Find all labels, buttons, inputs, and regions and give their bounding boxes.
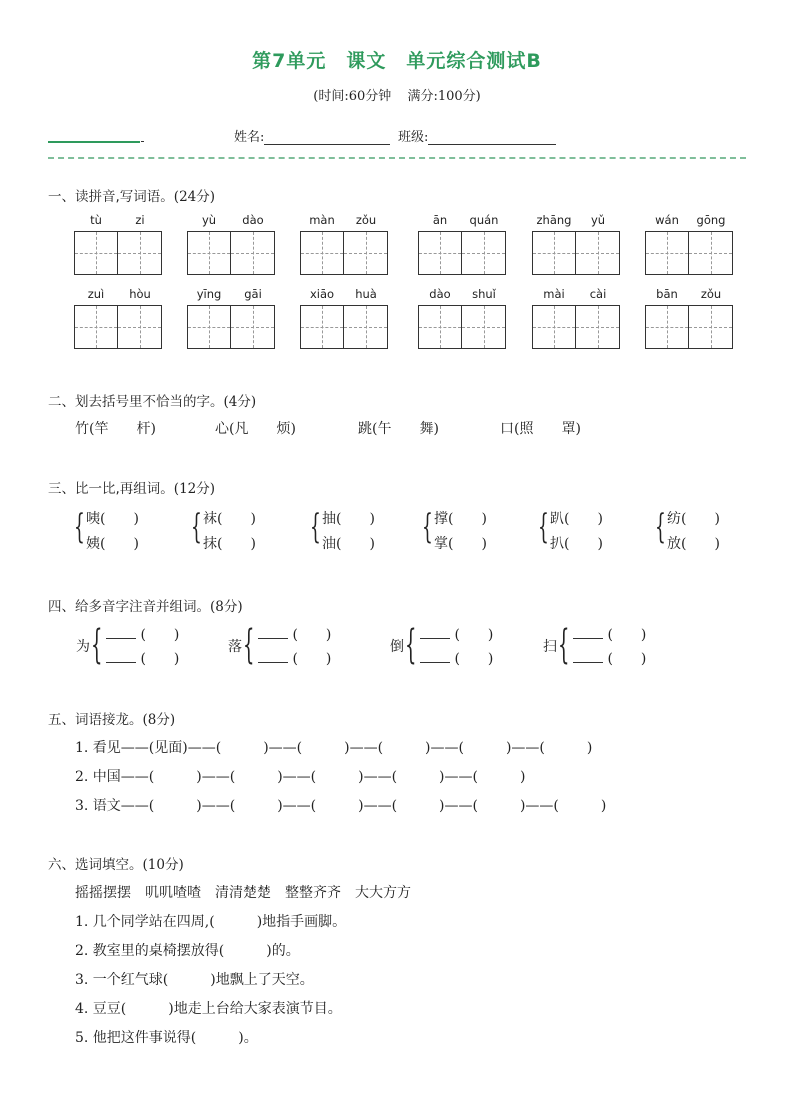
- pinyin-label: [74, 287, 162, 303]
- section-3-title: [48, 477, 215, 497]
- pinyin-word-6: [645, 213, 733, 275]
- pair-answer-slot[interactable]: [550, 533, 603, 553]
- writing-cell[interactable]: [645, 305, 689, 349]
- section-1-title: [48, 185, 215, 205]
- answer-paren: ( ): [603, 651, 647, 667]
- pair-char: 袜: [203, 511, 217, 527]
- s6-line-5[interactable]: 5. 他把这件事说得( )。: [75, 1030, 258, 1046]
- name-blank[interactable]: [264, 131, 390, 145]
- brace-glyph: {: [405, 622, 417, 668]
- s5-line-2[interactable]: 2. 中国——( )——( )——( )——( )——( ): [75, 769, 526, 785]
- pair-char: 掌: [434, 536, 448, 552]
- pinyin-blank[interactable]: [258, 627, 288, 639]
- polyphone-answer-row[interactable]: [258, 624, 331, 644]
- pinyin-label: [300, 213, 388, 229]
- pair-answer-slot[interactable]: [322, 533, 375, 553]
- writing-cell[interactable]: [231, 305, 275, 349]
- pair-answer-slot[interactable]: [322, 508, 375, 528]
- writing-cells: [74, 231, 162, 275]
- brace-glyph: {: [91, 622, 103, 668]
- writing-cell[interactable]: [462, 231, 506, 275]
- pair-char: 纺: [667, 511, 681, 527]
- class-blank[interactable]: [428, 131, 556, 145]
- pinyin-label: [187, 287, 275, 303]
- section-2-label: 二、划去括号里不恰当的字。: [48, 394, 224, 410]
- pinyin-syllable: wán: [655, 213, 679, 227]
- exam-meta: [0, 85, 794, 104]
- brace-glyph: {: [422, 507, 433, 547]
- s2-item-3[interactable]: 跳(午 舞): [358, 421, 439, 437]
- pinyin-syllable: gāi: [244, 287, 262, 301]
- section-5-label: 五、词语接龙。: [48, 712, 143, 728]
- section-1-points: (24分): [173, 189, 216, 205]
- writing-cells: [645, 305, 733, 349]
- pair-char: 扒: [550, 536, 564, 552]
- brace-glyph: {: [310, 507, 321, 547]
- pinyin-syllable: tù: [90, 213, 102, 227]
- pair-answer-slot[interactable]: [203, 508, 256, 528]
- pinyin-syllable: zǒu: [700, 287, 722, 301]
- answer-paren: ( ): [288, 651, 332, 667]
- polyphone-answer-row[interactable]: [106, 648, 179, 668]
- answer-paren: ( ): [288, 627, 332, 643]
- pair-answer-slot[interactable]: [550, 508, 603, 528]
- pinyin-syllable: mài: [543, 287, 565, 301]
- pair-answer-slot[interactable]: [434, 533, 487, 553]
- s6-line-1[interactable]: 1. 几个同学站在四周,( )地指手画脚。: [75, 914, 347, 930]
- page-title: 第7单元 课文 单元综合测试B: [252, 50, 542, 72]
- class-field: [398, 126, 556, 145]
- writing-cell[interactable]: [418, 305, 462, 349]
- pair-answer-slot[interactable]: [434, 508, 487, 528]
- writing-cell[interactable]: [689, 305, 733, 349]
- pinyin-syllable: zi: [135, 213, 145, 227]
- pinyin-label: [418, 287, 506, 303]
- writing-cells: [418, 231, 506, 275]
- pinyin-word-1: [74, 213, 162, 275]
- answer-paren: ( ): [217, 536, 256, 552]
- pair-char: 抽: [322, 511, 336, 527]
- pinyin-syllable: màn: [309, 213, 335, 227]
- pinyin-syllable: dào: [429, 287, 451, 301]
- s5-line-3[interactable]: 3. 语文——( )——( )——( )——( )——( )——( ): [75, 798, 607, 814]
- writing-cell[interactable]: [300, 231, 344, 275]
- section-2-title: [48, 390, 256, 410]
- writing-cell[interactable]: [344, 305, 388, 349]
- pinyin-word-10: [418, 287, 506, 349]
- brace-glyph: {: [558, 622, 570, 668]
- brace-glyph: {: [538, 507, 549, 547]
- writing-cell[interactable]: [187, 305, 231, 349]
- pair-answer-slot[interactable]: [203, 533, 256, 553]
- polyphone-answer-row[interactable]: [106, 624, 179, 644]
- writing-cells: [300, 305, 388, 349]
- polyphone-answer-row[interactable]: [573, 624, 646, 644]
- pinyin-syllable: cài: [589, 287, 607, 301]
- pinyin-syllable: quán: [469, 213, 499, 227]
- section-1-label: 一、读拼音,写词语。: [48, 189, 174, 205]
- pinyin-syllable: ān: [432, 213, 448, 227]
- student-info-row: [48, 126, 748, 148]
- writing-cells: [532, 305, 620, 349]
- pinyin-syllable: huà: [355, 287, 377, 301]
- brace-glyph: {: [655, 507, 666, 547]
- pair-answer-slot[interactable]: [86, 508, 139, 528]
- section-6-points: (10分): [142, 857, 184, 873]
- pinyin-syllable: zuì: [87, 287, 105, 301]
- pinyin-word-9: [300, 287, 388, 349]
- polyphone-char: 为: [76, 639, 90, 655]
- pinyin-syllable: hòu: [129, 287, 151, 301]
- answer-paren: ( ): [448, 511, 487, 527]
- section-6-label: 六、选词填空。: [48, 857, 143, 873]
- writing-cell[interactable]: [418, 231, 462, 275]
- polyphone-answer-row[interactable]: [420, 648, 493, 668]
- section-6-title: [48, 853, 184, 873]
- polyphone-char: 落: [228, 639, 242, 655]
- pinyin-label: [532, 213, 620, 229]
- pair-answer-slot[interactable]: [667, 508, 720, 528]
- answer-paren: ( ): [100, 536, 139, 552]
- answer-paren: ( ): [681, 536, 720, 552]
- writing-cell[interactable]: [532, 305, 576, 349]
- name-label: 姓名:: [234, 130, 265, 145]
- pair-char: 姨: [86, 536, 100, 552]
- answer-paren: ( ): [136, 627, 180, 643]
- pinyin-syllable: bān: [656, 287, 678, 301]
- pinyin-syllable: xiāo: [309, 287, 335, 301]
- polyphone-answer-row[interactable]: [573, 648, 646, 668]
- writing-cells: [418, 305, 506, 349]
- answer-paren: ( ): [681, 511, 720, 527]
- pinyin-syllable: yīng: [196, 287, 222, 301]
- answer-paren: ( ): [450, 651, 494, 667]
- writing-cells: [187, 305, 275, 349]
- answer-paren: ( ): [564, 511, 603, 527]
- writing-cell[interactable]: [689, 231, 733, 275]
- full-score: 满分:100分): [407, 89, 481, 104]
- pinyin-syllable: zǒu: [355, 213, 377, 227]
- answer-paren: ( ): [136, 651, 180, 667]
- section-5-points: (8分): [142, 712, 176, 728]
- polyphone-answer-row[interactable]: [258, 648, 331, 668]
- pinyin-blank[interactable]: [420, 627, 450, 639]
- brace-glyph: {: [191, 507, 202, 547]
- s6-word-bank: 摇摇摆摆 叽叽喳喳 清清楚楚 整整齐齐 大大方方: [75, 885, 411, 901]
- pinyin-syllable: dào: [242, 213, 264, 227]
- pinyin-syllable: yǔ: [590, 213, 606, 227]
- pinyin-label: [300, 287, 388, 303]
- pinyin-label: [74, 213, 162, 229]
- polyphone-answer-row[interactable]: [420, 624, 493, 644]
- s5-line-1[interactable]: 1. 看见——(见面)——( )——( )——( )——( )——( ): [75, 740, 593, 756]
- writing-cell[interactable]: [645, 231, 689, 275]
- pinyin-word-5: [532, 213, 620, 275]
- pinyin-word-12: [645, 287, 733, 349]
- writing-cells: [532, 231, 620, 275]
- pinyin-label: [187, 213, 275, 229]
- pair-char: 放: [667, 536, 681, 552]
- answer-paren: ( ): [336, 511, 375, 527]
- writing-cell[interactable]: [118, 231, 162, 275]
- pinyin-blank[interactable]: [106, 627, 136, 639]
- pinyin-word-8: [187, 287, 275, 349]
- writing-cells: [300, 231, 388, 275]
- pair-char: 油: [322, 536, 336, 552]
- pinyin-label: [532, 287, 620, 303]
- s2-item-4[interactable]: 口(照 罩): [500, 421, 581, 437]
- answer-paren: ( ): [217, 511, 256, 527]
- pinyin-word-3: [300, 213, 388, 275]
- time-limit: (时间:60分钟: [313, 89, 392, 104]
- section-5-title: [48, 708, 175, 728]
- pinyin-label: [418, 213, 506, 229]
- answer-paren: ( ): [564, 536, 603, 552]
- pinyin-syllable: zhāng: [536, 213, 572, 227]
- polyphone-char: 倒: [390, 639, 404, 655]
- pinyin-syllable: yù: [201, 213, 217, 227]
- s2-item-1[interactable]: 竹(竿 杆): [75, 421, 156, 437]
- writing-cell[interactable]: [344, 231, 388, 275]
- brace-glyph: {: [243, 622, 255, 668]
- writing-cells: [187, 231, 275, 275]
- writing-cell[interactable]: [118, 305, 162, 349]
- answer-paren: ( ): [603, 627, 647, 643]
- pinyin-blank[interactable]: [573, 651, 603, 663]
- pinyin-label: [645, 213, 733, 229]
- pair-char: 撑: [434, 511, 448, 527]
- pair-char: 趴: [550, 511, 564, 527]
- section-2-points: (4分): [223, 394, 257, 410]
- pinyin-syllable: shuǐ: [472, 287, 496, 301]
- header-divider: [48, 157, 746, 159]
- pinyin-blank[interactable]: [106, 651, 136, 663]
- writing-cell[interactable]: [187, 231, 231, 275]
- decorative-green-line: [48, 141, 140, 143]
- brace-glyph: {: [74, 507, 85, 547]
- writing-cell[interactable]: [576, 231, 620, 275]
- pair-char: 抹: [203, 536, 217, 552]
- writing-cell[interactable]: [576, 305, 620, 349]
- writing-cells: [645, 231, 733, 275]
- pinyin-word-7: [74, 287, 162, 349]
- pinyin-word-2: [187, 213, 275, 275]
- s2-item-2[interactable]: 心(凡 烦): [215, 421, 296, 437]
- writing-cell[interactable]: [300, 305, 344, 349]
- pinyin-word-4: [418, 213, 506, 275]
- section-3-points: (12分): [173, 481, 216, 497]
- section-4-points: (8分): [210, 599, 243, 615]
- writing-cell[interactable]: [532, 231, 576, 275]
- s6-line-3[interactable]: 3. 一个红气球( )地飘上了天空。: [75, 972, 314, 988]
- class-label: 班级:: [398, 130, 429, 145]
- polyphone-char: 扫: [543, 639, 557, 655]
- pinyin-syllable: gōng: [696, 213, 726, 227]
- writing-cell[interactable]: [74, 305, 118, 349]
- s6-line-2[interactable]: 2. 教室里的桌椅摆放得( )的。: [75, 943, 300, 959]
- pinyin-label: [645, 287, 733, 303]
- pair-answer-slot[interactable]: [667, 533, 720, 553]
- pair-answer-slot[interactable]: [86, 533, 139, 553]
- writing-cell[interactable]: [231, 231, 275, 275]
- writing-cell[interactable]: [462, 305, 506, 349]
- answer-paren: ( ): [448, 536, 487, 552]
- answer-paren: ( ): [450, 627, 494, 643]
- section-3-label: 三、比一比,再组词。: [48, 481, 174, 497]
- pinyin-blank[interactable]: [420, 651, 450, 663]
- writing-cell[interactable]: [74, 231, 118, 275]
- pinyin-blank[interactable]: [573, 627, 603, 639]
- pinyin-blank[interactable]: [258, 651, 288, 663]
- s6-line-4[interactable]: 4. 豆豆( )地走上台给大家表演节目。: [75, 1001, 342, 1017]
- pair-char: 咦: [86, 511, 100, 527]
- pinyin-word-11: [532, 287, 620, 349]
- writing-cells: [74, 305, 162, 349]
- section-4-label: 四、给多音字注音并组词。: [48, 599, 210, 615]
- answer-paren: ( ): [100, 511, 139, 527]
- section-4-title: [48, 595, 243, 615]
- answer-paren: ( ): [336, 536, 375, 552]
- name-field: [234, 126, 390, 145]
